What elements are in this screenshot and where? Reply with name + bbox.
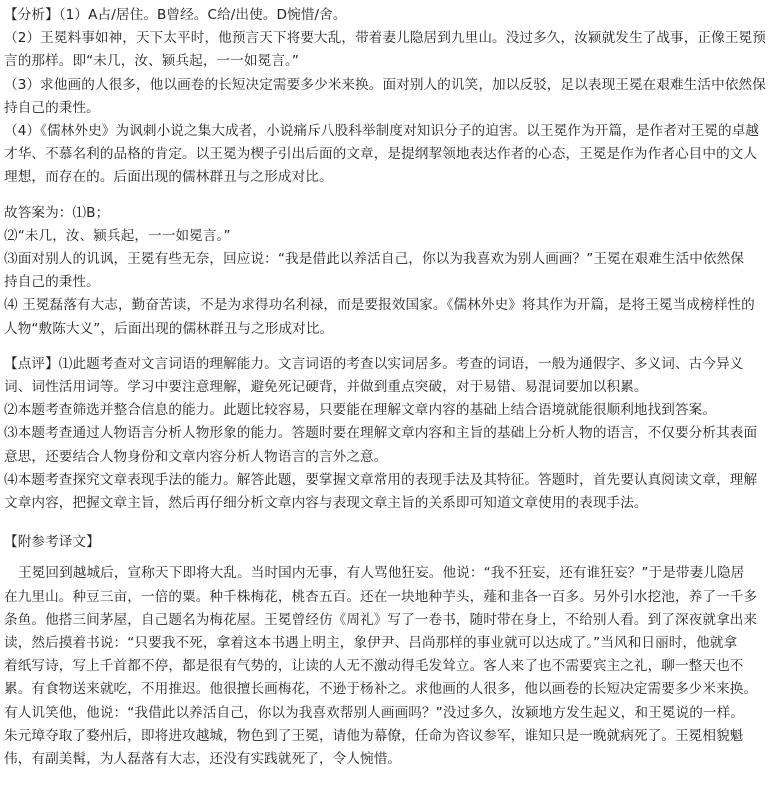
analysis-line: 才华、不慕名利的品格的肯定。以王冕为楔子引出后面的文章，是提纲挈领地表达作者的心态，王冕是作为作者心目中的文人 [4,146,758,163]
translation-line: 在九里山。种豆三亩，一倍的粟。种千株梅花，桃杏五百。还在一块地种芋头，薤和韭各一百多。另外引水挖池，养了一千多 [4,588,758,605]
answer-section [4,202,774,341]
analysis-line: 理想，而存在的。后面出现的儒林群丑与之形成对比。 [4,169,333,186]
answer-line: ⑶面对别人的讥讽，王冕有些无奈，回应说：“我是借此以养活自己，你以为我喜欢为别人画画？”王冕在艰难生活中依然保 [4,251,745,268]
analysis-line: 言的那样。即“未几，汝、颍兵起，一一如冕言。” [4,53,300,70]
analysis-section [4,4,774,190]
analysis-line: （2）王冕料事如神，天下太平时，他预言天下将要大乱，带着妻儿隐居到九里山。没过多久，汝颍就发生了战事，正像王冕预 [4,30,766,47]
comment-line: ⑵本题考查筛选并整合信息的能力。此题比较容易，只要能在理解文章内容的基础上结合语境就能很顺利地找到答案。 [4,402,717,419]
answer-line: ⑵“未几，汝、颍兵起，一一如冕言。” [4,227,231,244]
comment-line: 意思，还要结合人物身份和文章内容分析人物语言的言外之意。 [4,448,388,465]
translation-line: 读，然后摸着书说：“只要我不死，拿着这本书遇上明主，象伊尹、吕尚那样的事业就可以达成了。”当风和日丽时，他就拿 [4,635,738,652]
answer-line: 持自己的秉性。 [4,274,100,291]
answer-line: 故答案为：⑴B； [4,204,110,221]
translation-line: 条鱼。他搭三间茅屋，自己题名为梅花屋。王冕曾经仿《周礼》写了一卷书，随时带在身上，不给别人看。到了深夜就拿出来 [4,611,758,628]
comment-line: 词、词性活用词等。学习中要注意理解，避免死记硬背，并做到重点突破，对于易错、易混词要加以积累。 [4,379,648,396]
translation-line: 着纸写诗，写上千首都不停，都是很有气势的，让读的人无不激动得毛发耸立。客人来了也不需要宾主之礼，聊一整天也不 [4,658,744,675]
analysis-line: （3）求他画的人很多，他以画卷的长短决定需要多少米来换。面对别人的讥笑，加以反驳，足以表现王冕在艰难生活中依然保 [4,76,766,93]
translation-line: 有人讥笑他，他说：“我借此以养活自己，你以为我喜欢帮别人画画吗？”没过多久，汝颍地方发生起义，和王冕说的一样。 [4,704,745,721]
comment-line: 文章内容，把握文章主旨，然后再仔细分析文章内容与表现文章主旨的关系即可知道文章使用的表现手法。 [4,495,648,512]
comment-section [4,353,774,515]
translation-line: 王冕回到越城后，宣称天下即将大乱。当时国内无事，有人骂他狂妄。他说：“我不狂妄，还有谁狂妄？”于是带妻儿隐居 [18,565,745,582]
comment-line: ⑷本题考查探究文章表现手法的能力。解答此题，要掌握文章常用的表现手法及其特征。答题时，首先要认真阅读文章，理解 [4,471,758,488]
analysis-line: 【分析】（1）A占/居住。B曾经。C给/出使。D惋惜/舍。 [4,7,347,23]
answer-line: ⑷ 王冕磊落有大志，勤奋苦读，不是为求得功名利禄，而是要报效国家。《儒林外史》将其作为开篇，是将王冕当成榜样性的 [4,297,755,314]
translation-line: 伟，有副美髯，为人磊落有大志，还没有实践就死了，令人惋惜。 [4,751,402,768]
answer-line: 人物“敷陈大义”，后面出现的儒林群丑与之形成对比。 [4,320,334,337]
translation-heading: 【附参考译文】 [4,534,100,551]
translation-line: 累。有食物送来就吃，不用推迟。他很擅长画梅花，不逊于杨补之。求他画的人很多，他以画卷的长短决定需要多少米来换。 [4,681,758,698]
comment-line: 【点评】⑴此题考查对文言词语的理解能力。文言词语的考查以实词居多。考查的词语，一般为通假字、多义词、古今异义 [4,355,744,372]
comment-line: ⑶本题考查通过人物语言分析人物形象的能力。答题时要在理解文章内容和主旨的基础上分析人物的语言，不仅要分析其表面 [4,425,758,442]
analysis-line: 持自己的秉性。 [4,99,100,116]
translation-line: 朱元璋夺取了婺州后，即将进攻越城，物色到了王冕，请他为幕僚，任命为咨议参军，谁知只是一晚就病死了。王冕相貌魁 [4,727,744,744]
translation-section [4,531,774,771]
analysis-line: （4）《儒林外史》为讽刺小说之集大成者，小说痛斥八股科举制度对知识分子的迫害。以王冕作为开篇，是作者对王冕的卓越 [4,123,760,140]
